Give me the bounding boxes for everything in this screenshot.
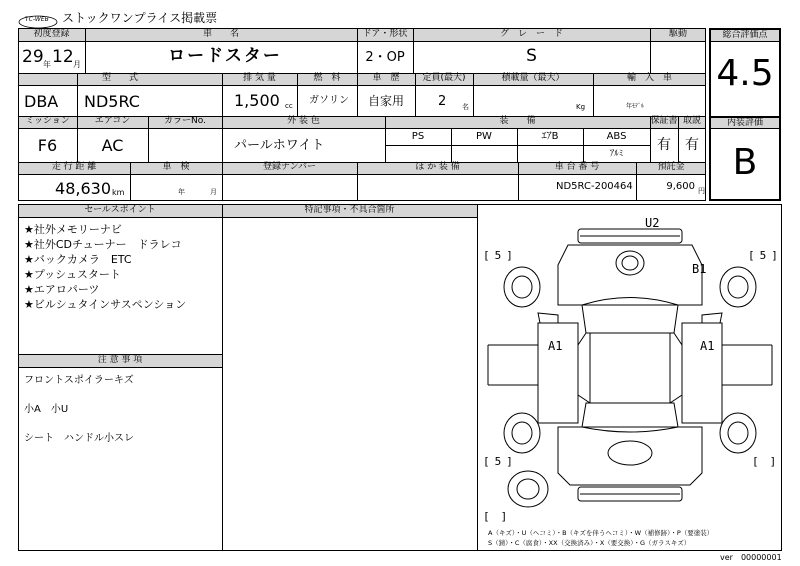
displacement: 1,500 [234, 91, 280, 110]
label-load: 積載量（最大） [501, 73, 565, 83]
inspection-year-unit: 年 [178, 188, 185, 196]
label-inspection: 車 検 [162, 162, 190, 172]
label-mission: ミッション [25, 116, 70, 126]
deposit-unit: 円 [698, 187, 705, 195]
manual: 有 [685, 137, 699, 153]
door-shape: 2・OP [365, 50, 405, 65]
first-reg-year: 29 [22, 47, 44, 67]
label-usage: 車 歴 [372, 73, 400, 83]
equip-alumi: ｱﾙﾐ [609, 149, 624, 159]
warranty: 有 [657, 137, 671, 153]
windshield [582, 298, 678, 334]
first-reg-month: 12 [52, 47, 74, 67]
roof [590, 333, 670, 403]
car-diagram [478, 205, 781, 550]
label-manual: 取説 [682, 116, 701, 126]
label-drive: 駆動 [668, 29, 687, 39]
grade: S [526, 46, 537, 66]
notes-header: 注 意 事 項 [97, 355, 143, 365]
label-import: 輸 入 車 [626, 73, 672, 83]
label-plate: 登録ナンバー [263, 162, 316, 172]
spare-wheel-bottom [508, 471, 548, 507]
label-fuel: 燃 料 [313, 73, 341, 83]
front-right-wheel [720, 267, 756, 307]
sales-point-item: ★バックカメラ ETC [24, 253, 132, 266]
label-capacity: 定員(最大) [422, 73, 466, 83]
legend-line-1: A（キズ）・U（ヘコミ）・B（キズを伴うヘコミ）・W（補修跡）・P（要塗装） [488, 529, 714, 537]
note-item: シート ハンドル小スレ [24, 433, 134, 444]
total-score-label: 総合評価点 [722, 30, 768, 40]
equip-abs: ABS [606, 131, 627, 142]
legend-line-2: S（錆）・C（腐食）・XX（交換済み）・X（要交換）・G（ガラスキズ） [488, 539, 691, 547]
mileage: 48,630 [55, 179, 111, 198]
exterior-color: パールホワイト [234, 138, 325, 153]
label-model: 型 式 [101, 73, 138, 83]
equip-airbag: ｴｱB [541, 131, 559, 142]
mission: F6 [37, 136, 58, 155]
equip-ps: PS [411, 131, 425, 142]
label-car-name: 車 名 [202, 29, 239, 39]
sales-point-item: ★社外CDチューナー ドラレコ [24, 238, 182, 251]
mark-left-lower: [5] [483, 455, 518, 468]
label-chassis: 車 台 番 号 [554, 162, 600, 172]
mileage-unit: km [112, 188, 125, 197]
rear-right-wheel [720, 413, 756, 453]
total-score: 4.5 [716, 53, 774, 94]
displacement-unit: cc [285, 102, 293, 110]
label-other-equipment: ほ か 装 備 [415, 162, 460, 172]
equip-pw: PW [476, 131, 492, 142]
capacity: 2 [438, 94, 447, 109]
label-grade: グ レ ー ド [499, 29, 563, 39]
label-first-reg: 初度登録 [33, 29, 70, 39]
rear-left-wheel [504, 413, 540, 453]
label-displacement: 排 気 量 [243, 73, 276, 83]
sales-point-item: ★エアロパーツ [24, 283, 100, 296]
note-item: フロントスポイラーキズ [24, 375, 134, 386]
aircon: AC [101, 136, 124, 155]
import-model-year: 年ﾓﾃﾞﾙ [626, 103, 645, 110]
logo-text: TC-WEB [25, 16, 49, 23]
sales-point-item: ★ビルシュタインサスペンション [24, 298, 187, 311]
fuel: ガソリン [309, 95, 349, 106]
interior-score: B [732, 142, 758, 183]
mark-right-mid: A1 [700, 339, 715, 353]
deposit: 9,600 [666, 181, 695, 192]
label-equipment: 装 備 [499, 116, 536, 126]
right-door [682, 323, 722, 423]
first-reg-month-unit: 月 [73, 60, 81, 69]
usage: 自家用 [367, 94, 404, 108]
label-door-shape: ドア・形状 [362, 29, 408, 39]
mark-right-upper: [5] [748, 249, 783, 262]
mark-left-upper: [5] [483, 249, 518, 262]
label-color-no: カラーNo. [164, 116, 206, 126]
trunk-outline [558, 427, 702, 485]
label-mileage: 走 行 距 離 [51, 162, 97, 172]
spare-wheel-top [616, 251, 644, 275]
label-warranty: 保証書 [650, 116, 678, 126]
first-reg-year-unit: 年 [43, 60, 51, 69]
load-unit: Kg [576, 103, 586, 111]
sales-points-header: セールスポイント [84, 205, 156, 215]
mark-left-mid: A1 [548, 339, 563, 353]
mark-right-b: B1 [692, 262, 707, 276]
rear-window [582, 403, 678, 432]
special-header: 特記事項・不具合箇所 [304, 205, 395, 215]
chassis-number: ND5RC-200464 [556, 181, 633, 192]
car-name: ロードスター [168, 46, 282, 66]
capacity-unit: 名 [462, 103, 469, 111]
logo [18, 14, 58, 28]
page-title: ストックワンプライス掲載票 [62, 11, 218, 25]
mark-bottom: [ ] [483, 510, 508, 523]
mark-right-lower: [ ] [752, 455, 777, 468]
version-label: ver 00000001 [720, 553, 782, 562]
interior-score-label: 内装評価 [726, 118, 763, 128]
left-door [538, 323, 578, 423]
front-left-wheel [504, 267, 540, 307]
inspection-month-unit: 月 [210, 188, 217, 196]
note-item: 小A 小U [24, 404, 69, 415]
model-code: ND5RC [84, 92, 140, 111]
label-deposit: 預託金 [657, 162, 685, 172]
label-exterior-color: 外 装 色 [287, 116, 320, 126]
label-aircon: エアコン [94, 116, 131, 126]
mark-top: U2 [645, 216, 660, 230]
sales-point-item: ★社外メモリーナビ [24, 223, 122, 236]
sales-point-item: ★プッシュスタート [24, 268, 121, 281]
model-prefix: DBA [24, 92, 59, 111]
